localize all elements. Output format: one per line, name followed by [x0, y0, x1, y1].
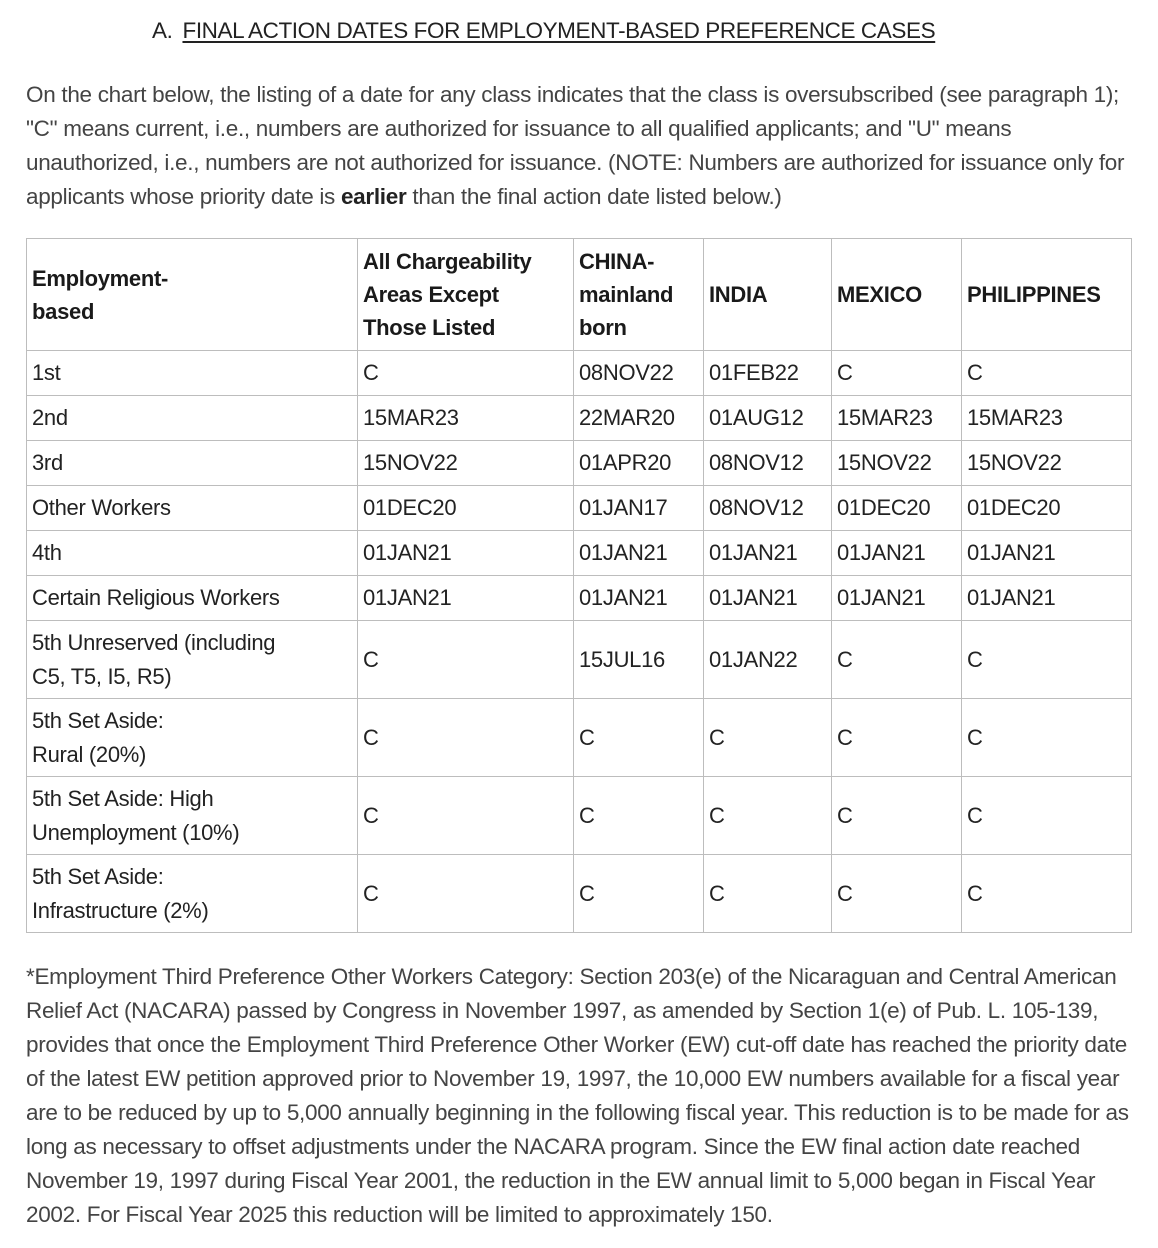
table-row [27, 699, 1132, 777]
cell-mexico: C [832, 351, 962, 396]
cell-philippines: 01JAN21 [962, 531, 1132, 576]
intro-text-start: On the chart below, the listing of a date for any class indicates that the class is oversubscribed (see paragraph 1); "C" means current, i.e., numbers are authorized for issuance to all qualified applicants; and "U" means unauthorized, i.e., numbers are not authorized for issuance. (NOTE: Numbers are authorized for issuance only for applicants whose priority date is [26, 82, 1125, 209]
header-china: CHINA-mainland born [574, 239, 704, 351]
cell-philippines: C [962, 351, 1132, 396]
cell-philippines: 15MAR23 [962, 396, 1132, 441]
cell-mexico: C [832, 621, 962, 699]
cell-mexico: 01DEC20 [832, 486, 962, 531]
cell-philippines: 15NOV22 [962, 441, 1132, 486]
cell-mexico: C [832, 777, 962, 855]
table-header-row [27, 239, 1132, 351]
cell-philippines: C [962, 621, 1132, 699]
row-category: 1st [27, 351, 358, 396]
cell-all-chargeability: C [358, 855, 574, 933]
cell-philippines: C [962, 855, 1132, 933]
cell-china: 01JAN21 [574, 531, 704, 576]
cell-china: C [574, 855, 704, 933]
header-india: INDIA [704, 239, 832, 351]
cell-all-chargeability: C [358, 621, 574, 699]
row-category: 5th Unreserved (including C5, T5, I5, R5) [27, 621, 358, 699]
cell-india: C [704, 777, 832, 855]
table-row [27, 855, 1132, 933]
cell-philippines: 01JAN21 [962, 576, 1132, 621]
row-category: 5th Set Aside: Rural (20%) [27, 699, 358, 777]
section-letter: A. [152, 18, 173, 43]
cell-india: 01JAN21 [704, 531, 832, 576]
intro-bold-word: earlier [340, 184, 407, 209]
footnote-paragraph: *Employment Third Preference Other Workers Category: Section 203(e) of the Nicaraguan and Central American Relief Act (NACARA) passed by Congress in November 1997, as amended by Section 1(e) of Pub. L. 105-139, provides that once the Employment Third Preference Other Worker (EW) cut-off date has reached the priority date of the latest EW petition approved prior to November 19, 1997, the 10,000 EW numbers available for a fiscal year are to be reduced by up to 5,000 annually beginning in the following fiscal year. This reduction is to be made for as long as necessary to offset adjustments under the NACARA program. Since the EW final action date reached November 19, 1997 during Fiscal Year 2001, the reduction in the EW annual limit to 5,000 began in Fiscal Year 2002. For Fiscal Year 2025 this reduction will be limited to approximately 150. [26, 964, 1129, 1227]
cell-china: 15JUL16 [574, 621, 704, 699]
cell-philippines: C [962, 699, 1132, 777]
table-row [27, 441, 1132, 486]
cell-all-chargeability: 01DEC20 [358, 486, 574, 531]
cell-china: 08NOV22 [574, 351, 704, 396]
cell-india: 01AUG12 [704, 396, 832, 441]
cell-all-chargeability: 01JAN21 [358, 531, 574, 576]
row-category: 4th [27, 531, 358, 576]
cell-india: C [704, 699, 832, 777]
table-row [27, 777, 1132, 855]
table-row [27, 396, 1132, 441]
cell-all-chargeability: 15MAR23 [358, 396, 574, 441]
intro-paragraph [26, 78, 1136, 214]
cell-china: C [574, 777, 704, 855]
row-category: 2nd [27, 396, 358, 441]
section-heading [152, 18, 935, 44]
table-row [27, 621, 1132, 699]
intro-text-end: than the final action date listed below.) [406, 184, 782, 209]
table-row [27, 486, 1132, 531]
cell-mexico: 15MAR23 [832, 396, 962, 441]
table-row [27, 576, 1132, 621]
cell-mexico: C [832, 855, 962, 933]
cell-mexico: 01JAN21 [832, 531, 962, 576]
cell-all-chargeability: C [358, 699, 574, 777]
cell-china: 01JAN21 [574, 576, 704, 621]
cell-india: 08NOV12 [704, 486, 832, 531]
cell-philippines: 01DEC20 [962, 486, 1132, 531]
cell-china: 22MAR20 [574, 396, 704, 441]
row-category: Certain Religious Workers [27, 576, 358, 621]
header-all-chargeability: All Chargeability Areas Except Those Listed [358, 239, 574, 351]
cell-all-chargeability: C [358, 351, 574, 396]
cell-india: 08NOV12 [704, 441, 832, 486]
cell-mexico: 15NOV22 [832, 441, 962, 486]
cell-india: C [704, 855, 832, 933]
table-row [27, 351, 1132, 396]
cell-all-chargeability: 15NOV22 [358, 441, 574, 486]
cell-all-chargeability: 01JAN21 [358, 576, 574, 621]
row-category: 5th Set Aside: Infrastructure (2%) [27, 855, 358, 933]
header-mexico: MEXICO [832, 239, 962, 351]
cell-china: C [574, 699, 704, 777]
cell-mexico: 01JAN21 [832, 576, 962, 621]
final-action-dates-table [26, 238, 1132, 933]
cell-all-chargeability: C [358, 777, 574, 855]
row-category: 5th Set Aside: High Unemployment (10%) [27, 777, 358, 855]
row-category: 3rd [27, 441, 358, 486]
header-philippines: PHILIPPINES [962, 239, 1132, 351]
cell-india: 01JAN21 [704, 576, 832, 621]
cell-india: 01FEB22 [704, 351, 832, 396]
section-title: FINAL ACTION DATES FOR EMPLOYMENT-BASED PREFERENCE CASES [182, 18, 936, 43]
table-row [27, 531, 1132, 576]
cell-philippines: C [962, 777, 1132, 855]
header-employment-based: Employment-based [27, 239, 358, 351]
cell-mexico: C [832, 699, 962, 777]
cell-india: 01JAN22 [704, 621, 832, 699]
row-category: Other Workers [27, 486, 358, 531]
cell-china: 01APR20 [574, 441, 704, 486]
cell-china: 01JAN17 [574, 486, 704, 531]
